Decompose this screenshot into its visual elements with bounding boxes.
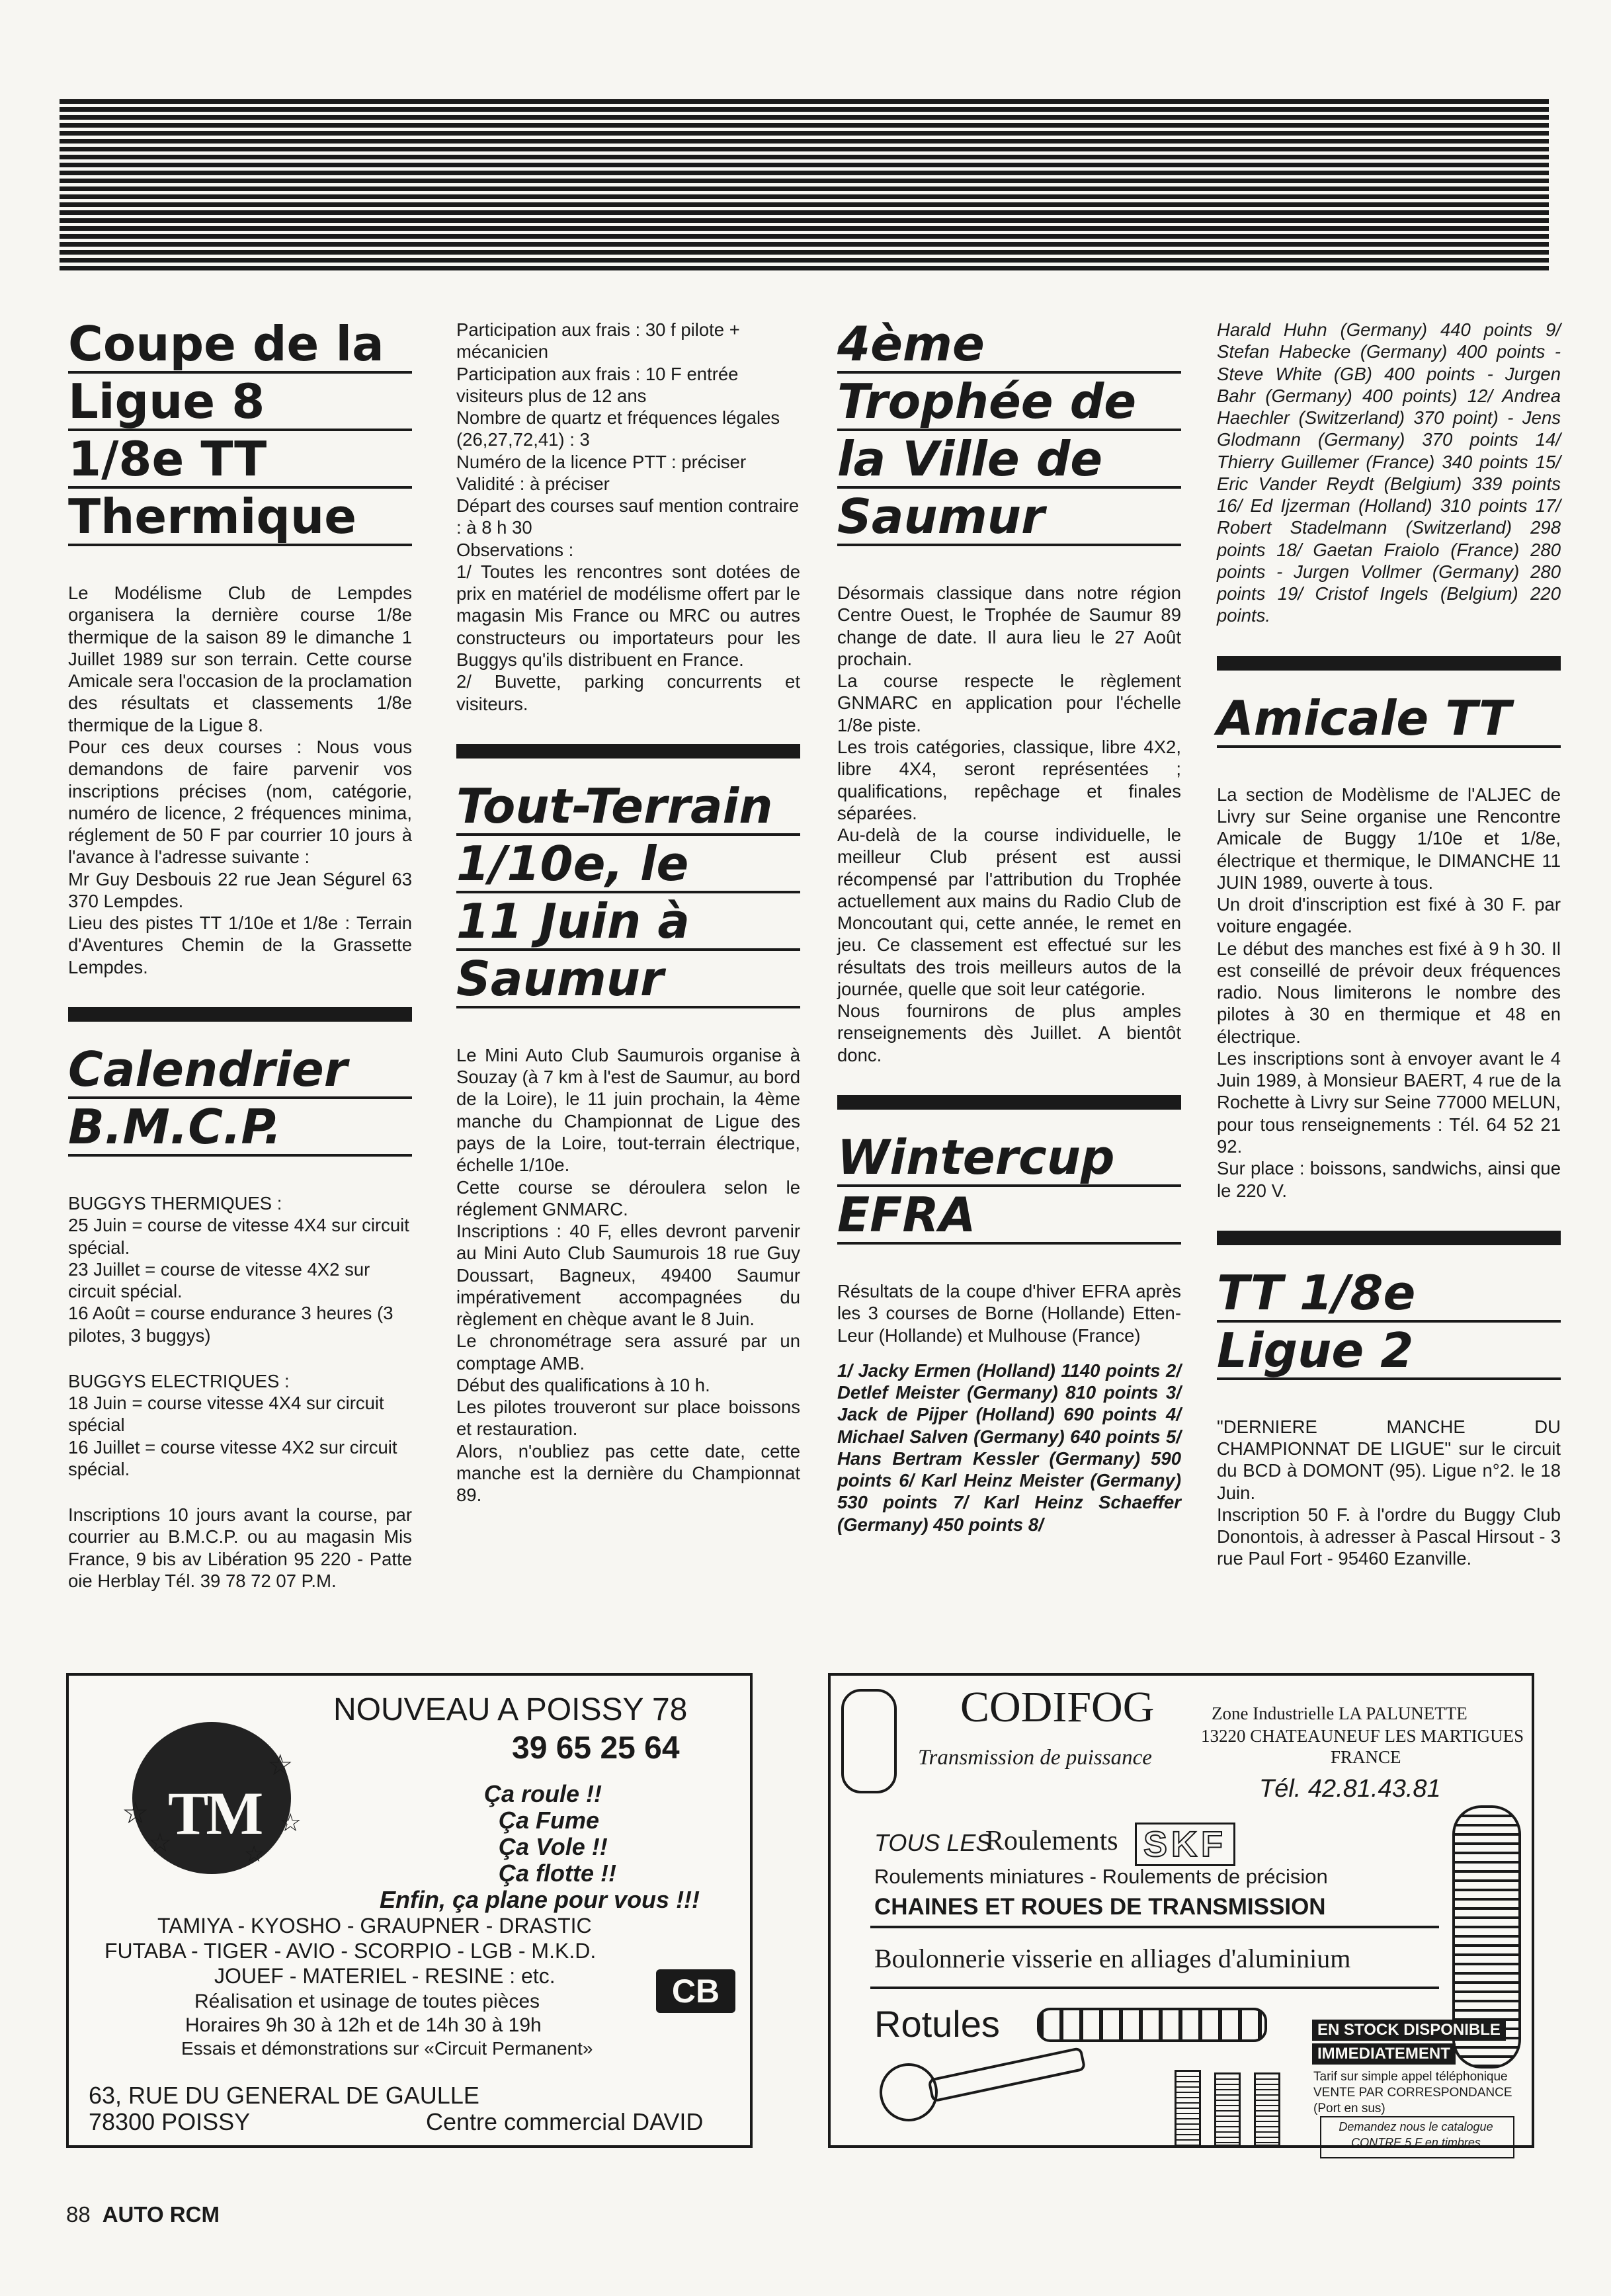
divider [870, 1987, 1439, 1989]
separator-bar [68, 1007, 412, 1022]
page-footer [66, 2202, 220, 2227]
paragraph: Participation aux frais : 10 F entrée visiteurs plus de 12 ans [456, 363, 739, 406]
advert-codifog: CODIFOG Zone Industrielle LA PALUNETTE 13220 CHATEAUNEUF LES MARTIGUES Transmission de puissance FRANCE Tél. 42.81.43.81 TOUS LES Roulements SKF Roulements miniatures - Roulements de précision CHAINES ET ROUES DE TRANSMISSION Boulonnerie visserie en alliages d'aluminium Rotules EN STOCK DISPONIBLE IMMEDIATEMENT Tarif sur simple appel téléphonique VENTE PAR CORRESPONDANCE (Port en sus) Demandez nous le catalogue CONTRE 5 F en timbres [828, 1673, 1534, 2148]
separator-bar [837, 1095, 1181, 1110]
codifog-tel: Tél. 42.81.43.81 [1259, 1775, 1441, 1803]
star-icon: ☆ [122, 1795, 149, 1830]
paragraph: Nombre de quartz et fréquences légales (26,27,72,41) : 3 [456, 407, 780, 450]
paragraph: Les pilotes trouveront sur place boissons et restauration. [456, 1397, 800, 1440]
advert-tm-poissy: TM ☆ ☆ ☆ ☆ ☆ NOUVEAU A POISSY 78 39 65 25 64 Ça roule !! Ça Fume Ça Vole !! Ça flotte !! Enfin, ça plane pour vous !!! TAMIYA - KYOSHO - GRAUPNER - DRASTIC FUTABA - TIGER - AVIO - SCORPIO - LGB - M.K.D. JOUEF - MATERIEL - RESINE : etc. Réalisation et usinage de toutes pièces Horaires 9h 30 à 12h et de 14h 30 à 19h Essais et démonstrations sur «Circuit Permanent» CB 63, RUE DU GENERAL DE GAULLE 78300 POISSY Centre commercial DAVID [66, 1673, 753, 2148]
paragraph: Au-delà de la course individuelle, le meilleur Club présent est aussi récompensé par l'attribution du Trophée actuellement aux mains du Radio Club de Moncoutant qui, cette année, le remet en jeu. Ce classement est effectué sur les résultats des trois meilleurs autos de la journée, quelle que soit leur catégorie. [837, 825, 1181, 999]
paragraph: 1/ Toutes les rencontres sont dotées de prix en matériel de modélisme offert par le magasin Mis France ou MRC ou autres constructeurs ou importateurs pour les Buggys qu'ils distribuent en France. [456, 561, 800, 670]
codifog-name: CODIFOG [960, 1683, 1155, 1731]
calendar-line: 16 Août = course endurance 3 heures (3 pilotes, 3 buggys) [68, 1303, 393, 1346]
bearing-icon [841, 1689, 897, 1793]
heading-wintercup: Wintercup EFRA [837, 1132, 1181, 1245]
cb-logo: CB [656, 1969, 735, 2013]
paragraph: Départ des courses sauf mention contraire : à 8 h 30 [456, 495, 800, 538]
divider [870, 1926, 1439, 1928]
rod-end-shaft [927, 2047, 1086, 2103]
column-1 [68, 316, 412, 1592]
results-list-continued: Harald Huhn (Germany) 440 points 9/ Stefan Habecke (Germany) 400 points - Steve White (GB) 400 points - Jurgen Bahr (Germany) 400 points) 12/ Andrea Haechler (Switzerland) 370 point) - Jens Glodmann (Germany) 370 points 14/ Thierry Guillemer (France) 340 points 15/ Eric Vander Reydt (Belgium) 339 points 16/ Ed Ijzerman (Holland) 310 points 17/ Robert Stadelmann (Switzerland) 298 points 18/ Gaetan Fraiolo (France) 280 points - Jurgen Vollmer (Germany) 280 points 19/ Cristof Ingels (Belgium) 220 points. [1217, 319, 1561, 626]
results-list: 1/ Jacky Ermen (Holland) 1140 points 2/ Detlef Meister (Germany) 810 points 3/ Jack de Pijper (Holland) 690 points 4/ Michael Salven (Germany) 640 points 5/ Hans Bertram Kessler (Germany) 590 points 6/ Karl Heinz Meister (Germany) 530 points 7/ Karl Heinz Schaeffer (Germany) 450 points 8/ [837, 1360, 1181, 1535]
calendar-line: 23 Juillet = course de vitesse 4X2 sur circuit spécial. [68, 1258, 370, 1302]
header-stripes [60, 99, 1549, 272]
paragraph: Mr Guy Desbouis 22 rue Jean Ségurel 63 370 Lempdes. [68, 868, 412, 911]
rod-end-icon [880, 2063, 938, 2121]
paragraph: Désormais classique dans notre région Centre Ouest, le Trophée de Saumur 89 change de date. Il aura lieu le 27 Août prochain. [837, 583, 1181, 669]
star-icon: ☆ [267, 1749, 294, 1782]
paragraph: Résultats de la coupe d'hiver EFRA après les 3 courses de Borne (Hollande) Etten-Leur (Hollande) et Mulhouse (France) [837, 1281, 1181, 1346]
paragraph: Cette course se déroulera selon le réglement GNMARC. [456, 1176, 800, 1219]
paragraph: Les inscriptions sont à envoyer avant le 4 Juin 1989, à Monsieur BAERT, 4 rue de la Rochette à Livry sur Seine 77000 MELUN, pour tous renseignements : Tél. 64 52 21 92. [1217, 1047, 1561, 1157]
paragraph: Validité : à préciser [456, 473, 610, 494]
paragraph: Début des qualifications à 10 h. [456, 1374, 710, 1395]
paragraph: Nous fournirons de plus amples renseignements dès Juillet. A bientôt donc. [837, 1001, 1181, 1065]
heading-trophee-saumur: 4ème Trophée de la Ville de Saumur [837, 319, 1181, 546]
paragraph: La course respecte le règlement GNMARC en application pour l'échelle 1/8e piste. [837, 671, 1181, 735]
paragraph: Participation aux frais : 30 f pilote + mécanicien [456, 319, 740, 362]
paragraph: Pour ces deux courses : Nous vous demandons de faire parvenir vos inscriptions précises (nom, catégorie, numéro de licence, 2 fréquences minima, réglement de 50 F par courrier 10 jours à l'avance à l'adresse suivante : [68, 736, 412, 868]
heading-coupe-ligue-8: Coupe de la Ligue 8 1/8e TT Thermique [68, 319, 412, 546]
paragraph: Le Modélisme Club de Lempdes organisera la dernière course 1/8e thermique de la saison 89 le dimanche 1 Juillet 1989 sur son terrain. Cette course Amicale sera l'occasion de la proclamation des résultats et classements 1/8e thermique de la Ligue 8. [68, 583, 412, 735]
calendar-line: 16 Juillet = course vitesse 4X2 sur circuit spécial. [68, 1436, 397, 1479]
stock-badge: EN STOCK DISPONIBLE [1312, 2020, 1506, 2041]
heading-amicale-tt: Amicale TT [1217, 693, 1561, 748]
stock-badge: IMMEDIATEMENT [1312, 2043, 1456, 2065]
ad-title: NOUVEAU A POISSY 78 [333, 1692, 688, 1727]
paragraph: Observations : [456, 539, 574, 560]
column-2 [456, 319, 800, 1506]
paragraph: "DERNIERE MANCHE DU CHAMPIONNAT DE LIGUE" sur le circuit du BCD à DOMONT (95). Ligue n°2. le 18 Juin. [1217, 1416, 1561, 1503]
star-icon: ☆ [279, 1809, 302, 1837]
column-4 [1217, 319, 1561, 1570]
screw-icon [1214, 2072, 1241, 2147]
chain-icon [1037, 2008, 1267, 2042]
screw-icon [1175, 2070, 1201, 2147]
paragraph: Sur place : boissons, sandwichs, ainsi que le 220 V. [1217, 1158, 1561, 1201]
heading-tout-terrain: Tout-Terrain 1/10e, le 11 Juin à Saumur [456, 781, 800, 1008]
ad-centre: Centre commercial DAVID [426, 2108, 704, 2135]
paragraph: La section de Modèlisme de l'ALJEC de Livry sur Seine organise une Rencontre Amicale de Buggy 1/10e et 1/8e, électrique et thermique, le DIMANCHE 11 JUIN 1989, ouverte à tous. [1217, 784, 1561, 893]
calendar-line: 18 Juin = course vitesse 4X4 sur circuit spécial [68, 1393, 384, 1436]
paragraph: Inscriptions 10 jours avant la course, par courrier au B.M.C.P. ou au magasin Mis France, 9 bis av Libération 95 220 - Patte oie Herblay Tél. 39 78 72 07 P.M. [68, 1504, 412, 1591]
paragraph: Le Mini Auto Club Saumurois organise à Souzay (à 7 km à l'est de Saumur, au bord de la Loire), le 11 juin prochain, la 4ème manche du Championnat de Ligue des pays de la Loire, tout-terrain électrique, échelle 1/10e. [456, 1044, 800, 1176]
paragraph: Alors, n'oubliez pas cette date, cette manche est la dernière du Championnat 89. [456, 1440, 800, 1506]
paragraph: 2/ Buvette, parking concurrents et visiteurs. [456, 671, 800, 714]
paragraph: Lieu des pistes TT 1/10e et 1/8e : Terrain d'Aventures Chemin de la Grassette Lempdes. [68, 913, 412, 977]
column-3 [837, 316, 1181, 1536]
separator-bar [1217, 1231, 1561, 1245]
star-icon: ☆ [244, 1842, 265, 1867]
paragraph: Numéro de la licence PTT : préciser [456, 451, 747, 472]
brands-line: FUTABA - TIGER - AVIO - SCORPIO - LGB - M.K.D. [104, 1939, 597, 1963]
star-icon: ☆ [148, 1828, 172, 1858]
page-number: 88 [66, 2202, 91, 2227]
paragraph: Inscription 50 F. à l'ordre du Buggy Club Donontois, à adresser à Pascal Hirsout - 3 rue Paul Fort - 95460 Ezanville. [1217, 1504, 1561, 1569]
calendar-line: BUGGYS THERMIQUES : [68, 1192, 282, 1213]
magazine-name: AUTO RCM [102, 2202, 220, 2227]
separator-bar [456, 744, 800, 758]
ad-address: 63, RUE DU GENERAL DE GAULLE [89, 2082, 479, 2109]
ad-phone: 39 65 25 64 [512, 1731, 680, 1766]
heading-tt-ligue-2: TT 1/8e Ligue 2 [1217, 1268, 1561, 1380]
paragraph: Les trois catégories, classique, libre 4X2, libre 4X4, seront représentées ; qualifications, repêchage et finales séparées. [837, 736, 1181, 823]
calendar-line: 25 Juin = course de vitesse 4X4 sur circuit spécial. [68, 1215, 409, 1258]
calendar-line: BUGGYS ELECTRIQUES : [68, 1370, 290, 1391]
brands-line: TAMIYA - KYOSHO - GRAUPNER - DRASTIC [157, 1914, 592, 1938]
paragraph: Le chronométrage sera assuré par un comptage AMB. [456, 1331, 800, 1374]
separator-bar [1217, 656, 1561, 671]
brands-line: JOUEF - MATERIEL - RESINE : etc. [214, 1964, 556, 1988]
ad-address: 78300 POISSY [89, 2108, 251, 2135]
paragraph: Inscriptions : 40 F, elles devront parvenir au Mini Auto Club Saumurois 18 rue Guy Doussart, Bagneux, 49400 Saumur impérativement accompagnées du règlement en chèque avant le 8 Juin. [456, 1221, 800, 1330]
tm-logo: TM [168, 1780, 261, 1847]
screw-icon [1254, 2072, 1280, 2147]
paragraph: Un droit d'inscription est fixé à 30 F. par voiture engagée. [1217, 894, 1561, 937]
paragraph: Le début des manches est fixé à 9 h 30. Il est conseillé de prévoir deux fréquences radio. Nous limiterons le nombre des pilotes à 30 en thermique et 48 en électrique. [1217, 938, 1561, 1047]
heading-calendrier: Calendrier B.M.C.P. [68, 1044, 412, 1157]
skf-logo: SKF [1135, 1823, 1235, 1866]
